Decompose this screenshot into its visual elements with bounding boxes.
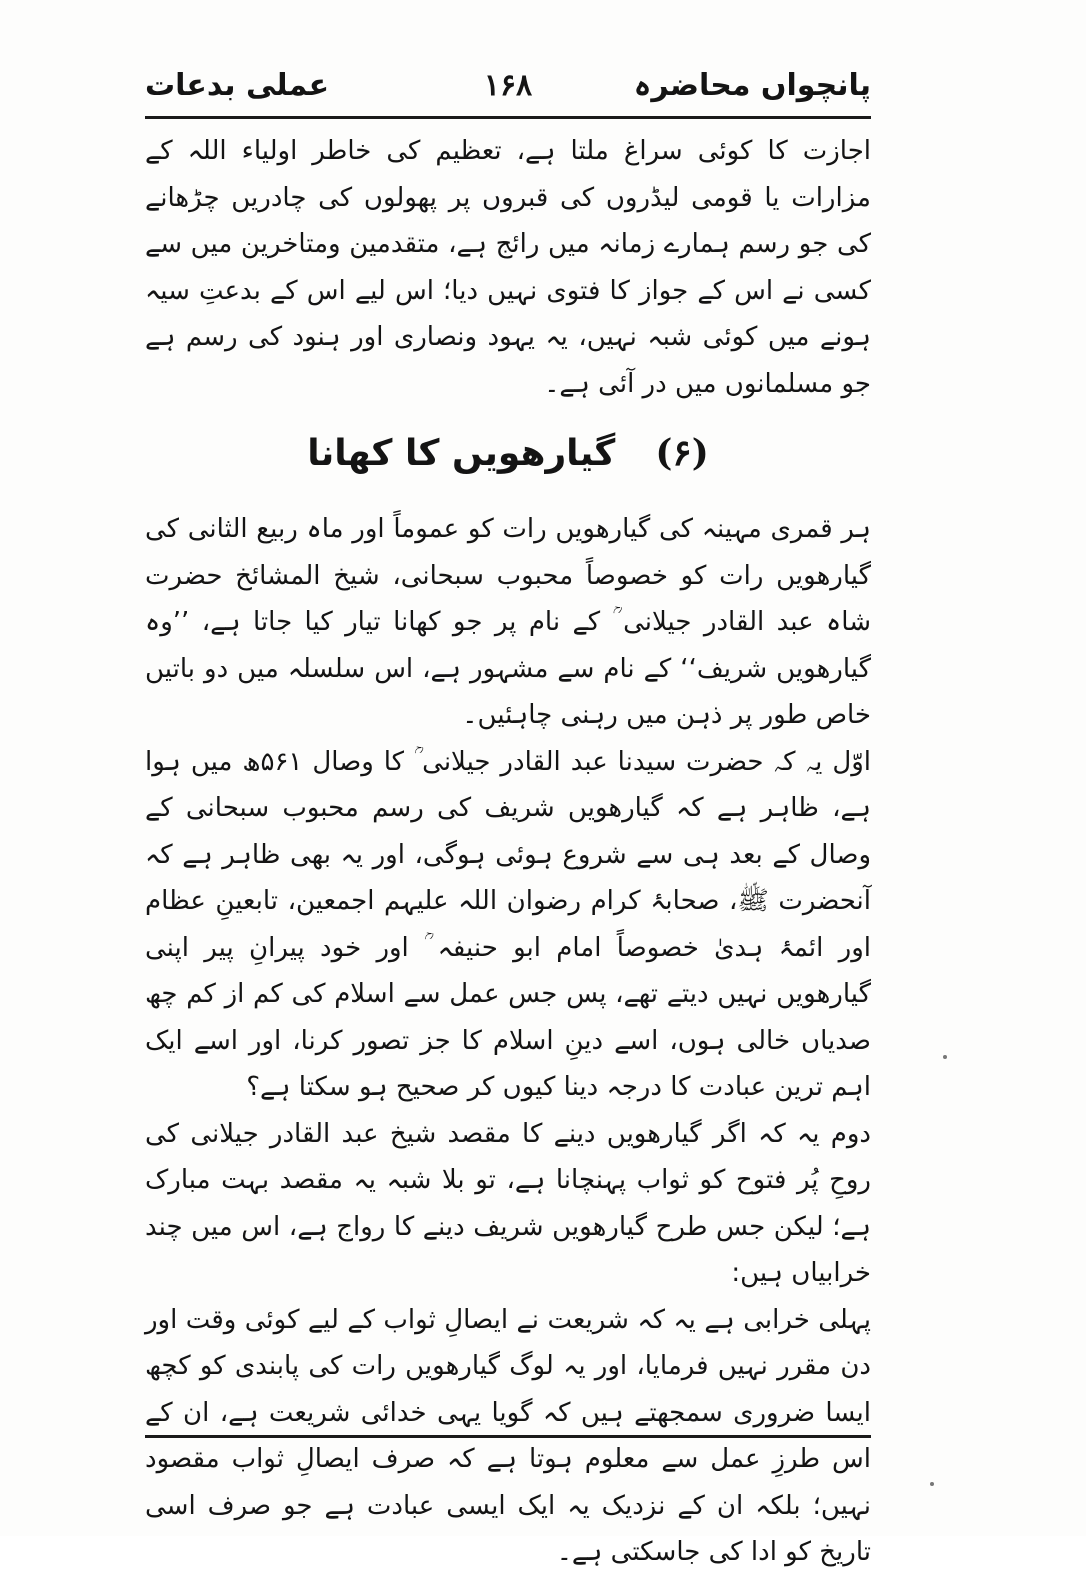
paragraph-2: اوّل یہ کہ حضرت سیدنا عبد القادر جیلانی ؒ کا وصال ۵۶۱ھ میں ہوا ہے، ظاہر ہے کہ گیارھویں شریف کی رسم محبوب سبحانی کے وصال کے بعد ہی سے شروع ہوئی ہوگی، اور یہ بھی ظاہر ہے کہ آنحضرت ﷺ، صحابۂ کرام رضوان اللہ علیہم اجمعین، تابعینِ عظام اور ائمۂ ہدیٰ خصوصاً امام ابو حنیفہ ؒ اور خود پیرانِ پیر اپنی گیارھویں نہیں دیتے تھے، پس جس عمل سے اسلام کی کم از کم چھ صدیاں خالی ہوں، اسے دینِ اسلام کا جز تصور کرنا، اور اسے ایک اہم ترین عبادت کا درجہ دینا کیوں کر صحیح ہو سکتا ہے؟: [145, 746, 872, 1102]
chapter-title: پانچواں محاضرہ: [633, 68, 871, 103]
paragraph-intro: اجازت کا کوئی سراغ ملتا ہے، تعظیم کی خاطر اولیاء اللہ کے مزارات یا قومی لیڈروں کی قبروں پر پھولوں کی چادریں چڑھانے کی جو رسم ہمارے زمانہ میں رائج ہے، متقدمین ومتاخرین میں سے کسی نے اس کے جواز کا فتوی نہیں دیا؛ اس لیے اس کے بدعتِ سیہ ہونے میں کوئی شبہ نہیں، یہ یہود ونصاری اور ہنود کی رسم ہے جو مسلمانوں میں در آئی ہے۔: [145, 136, 871, 399]
paragraph-3: دوم یہ کہ اگر گیارھویں دینے کا مقصد شیخ عبد القادر جیلانی کی روحِ پُر فتوح کو ثواب پہنچانا ہے، تو بلا شبہ یہ مقصد بہت مبارک ہے؛ لیکن جس طرح گیارھویں شریف دینے کا رواج ہے، اس میں چند خرابیاں ہیں:: [145, 1118, 871, 1288]
page-body: [145, 128, 871, 1576]
page-number: ۱۶۸: [483, 68, 533, 103]
section-title: گیارھویں کا کھانا: [307, 433, 616, 474]
header-divider: [145, 116, 871, 119]
paragraph-4: پہلی خرابی ہے یہ کہ شریعت نے ایصالِ ثواب کے لیے کوئی وقت اور دن مقرر نہیں فرمایا، اور یہ لوگ گیارھویں رات کی پابندی کو کچھ ایسا ضروری سمجھتے ہیں کہ گویا یہی خدائی شریعت ہے، ان کے اس طرزِ عمل سے معلوم ہوتا ہے کہ صرف ایصالِ ثواب مقصود نہیں؛ بلکہ ان کے نزدیک یہ ایک ایسی عبادت ہے جو صرف اسی تاریخ کو ادا کی جاسکتی ہے۔: [145, 1304, 871, 1567]
footer-divider: [145, 1435, 871, 1438]
section-heading: [145, 423, 871, 484]
paragraph-1: ہر قمری مہینہ کی گیارھویں رات کو عموماً اور ماہ ربیع الثانی کی گیارھویں رات کو خصوصاً محبوب سبحانی، شیخ المشائخ حضرت شاہ عبد القادر جیلانی ؒ کے نام پر جو کھانا تیار کیا جاتا ہے، ’’وہ گیارھویں شریف‘‘ کے نام سے مشہور ہے، اس سلسلہ میں دو باتیں خاص طور پر ذہن میں رہنی چاہئیں۔: [145, 514, 871, 730]
section-running-title: عملی بدعات: [145, 68, 330, 103]
scan-speck: [943, 1055, 947, 1059]
section-number: (۶): [655, 432, 709, 474]
scan-speck: [930, 1482, 934, 1486]
page-header: [145, 60, 871, 124]
